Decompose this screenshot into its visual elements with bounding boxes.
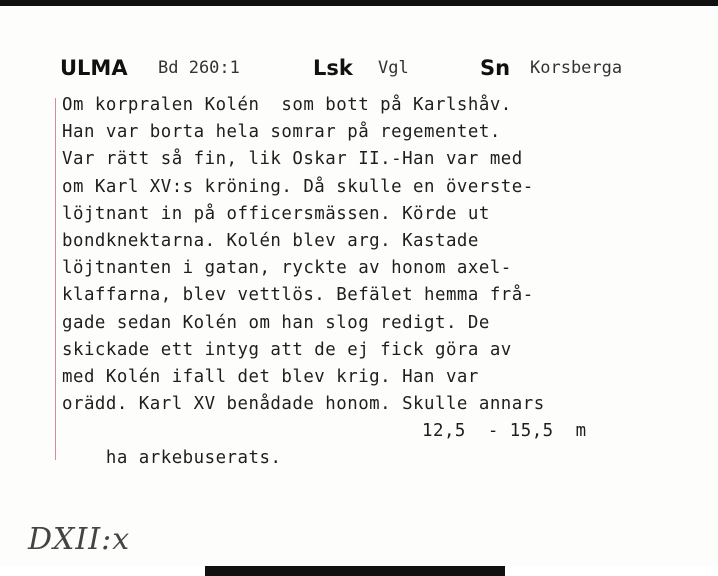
text-line: bondknektarna. Kolén blev arg. Kastade (62, 230, 479, 251)
handwritten-signature: DXII:x (28, 522, 131, 557)
scan-bottom-border (205, 566, 505, 576)
socken-label: Sn (480, 56, 511, 80)
text-line: gade sedan Kolén om han slog redigt. De (62, 312, 490, 333)
measurement: 12,5 - 15,5 m (422, 421, 587, 442)
text-line: klaffarna, blev vettlös. Befälet hemma frå- (62, 285, 534, 306)
margin-rule (55, 98, 56, 460)
archive-value: Bd 260:1 (158, 58, 240, 78)
text-line: Han var borta hela somrar på regementet. (62, 122, 501, 143)
text-line: orädd. Karl XV benådade honom. Skulle annars (62, 394, 545, 415)
text-line: med Kolén ifall det blev krig. Han var (62, 366, 479, 387)
text-line: löjtnanten i gatan, ryckte av honom axel- (62, 258, 512, 279)
text-line: löjtnant in på officersmässen. Körde ut (62, 203, 490, 224)
landskap-label: Lsk (313, 56, 353, 80)
last-line-text: ha arkebuserats. (105, 448, 282, 469)
archive-label: ULMA (60, 56, 128, 80)
card-header (60, 52, 680, 84)
text-line: Om korpralen Kolén som bott på Karlshåv. (62, 95, 512, 115)
landskap-value: Vgl (378, 58, 409, 78)
text-line: om Karl XV:s kröning. Då skulle en överste- (62, 176, 534, 197)
record-text (62, 92, 682, 469)
text-line: Var rätt så fin, lik Oskar II.-Han var med (62, 149, 523, 170)
socken-value: Korsberga (530, 58, 623, 78)
text-line-last (62, 418, 682, 469)
text-line: skickade ett intyg att de ej fick göra av (62, 339, 512, 360)
